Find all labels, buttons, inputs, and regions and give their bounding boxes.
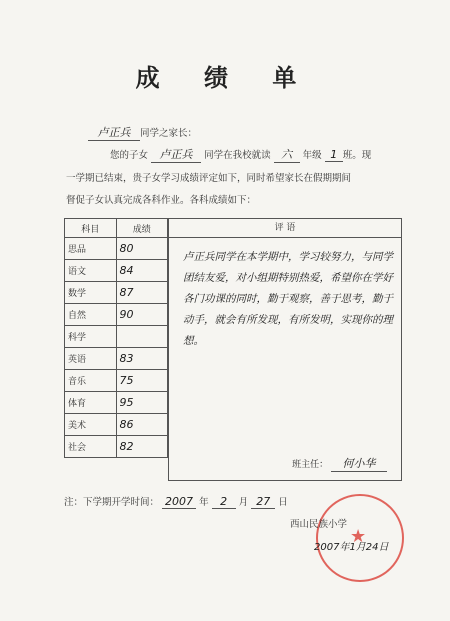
teacher-signature	[292, 455, 387, 472]
score-cell: 80	[116, 238, 168, 260]
page-title: 成 绩 单	[135, 63, 315, 92]
class-label: 班。现	[342, 150, 372, 161]
score-cell: 90	[116, 304, 168, 326]
table-row	[65, 414, 168, 436]
teacher-label: 班主任：	[292, 460, 329, 470]
score-cell: 86	[116, 414, 168, 436]
class-value: 1	[325, 148, 343, 162]
table-row	[65, 370, 168, 392]
school-name: 西山民族小学	[290, 519, 348, 530]
table-row	[65, 260, 168, 282]
body-mid: 同学在我校就读	[204, 150, 271, 161]
subject-cell: 自然	[65, 304, 117, 326]
subject-cell: 语文	[65, 260, 117, 282]
note-month-label: 月	[238, 497, 249, 508]
note-day: 27	[251, 495, 275, 509]
table-row	[65, 238, 168, 260]
greeting-suffix: 同学之家长：	[140, 128, 198, 139]
table-row	[65, 392, 168, 414]
greeting-line	[88, 124, 197, 141]
subject-cell: 思品	[65, 238, 117, 260]
body-prefix: 您的子女	[110, 150, 149, 161]
header-score: 成绩	[116, 219, 168, 238]
note-label: 注：下学期开学时间：	[64, 497, 160, 508]
table-row	[65, 282, 168, 304]
score-cell: 83	[116, 348, 168, 370]
score-cell: 87	[116, 282, 168, 304]
table-row	[65, 348, 168, 370]
score-cell: 75	[116, 370, 168, 392]
score-cell	[116, 326, 168, 348]
score-cell: 84	[116, 260, 168, 282]
subject-cell: 社会	[65, 436, 117, 458]
grade-value: 六	[274, 146, 300, 163]
header-subject: 科目	[65, 219, 117, 238]
comments-text: 卢正兵同学在本学期中，学习较努力，与同学团结友爱，对小组期特别热爱，希望你在学好各门功课的同时，勤于观察，善于思考，勤于动手，就会有所发现，有所发明，实现你的理想。	[183, 251, 393, 347]
body-line-1	[110, 146, 371, 163]
subject-cell: 英语	[65, 348, 117, 370]
table-row	[65, 436, 168, 458]
table-row	[65, 304, 168, 326]
score-cell: 82	[116, 436, 168, 458]
note-year-label: 年	[199, 497, 209, 508]
sign-date: 2007年1月24日	[314, 542, 389, 553]
note-month: 2	[212, 495, 236, 509]
note-year: 2007	[162, 495, 196, 509]
greeting-student-name: 卢正兵	[88, 124, 140, 141]
subject-cell: 科学	[65, 326, 117, 348]
teacher-name: 何小华	[331, 455, 387, 472]
grades-table	[64, 218, 168, 458]
score-cell: 95	[116, 392, 168, 414]
body-line-3: 督促子女认真完成各科作业。各科成绩如下：	[66, 195, 257, 206]
subject-cell: 音乐	[65, 370, 117, 392]
comments-box	[168, 218, 402, 481]
table-row	[65, 326, 168, 348]
grade-label: 年级	[302, 150, 322, 161]
star-icon: ★	[350, 526, 367, 547]
subject-cell: 体育	[65, 392, 117, 414]
body-line-2: 一学期已结束，贵子女学习成绩评定如下，同时希望家长在假期期间	[66, 173, 352, 184]
subject-cell: 数学	[65, 282, 117, 304]
comments-header: 评 语	[169, 219, 401, 238]
next-term-note	[64, 494, 288, 509]
note-day-label: 日	[278, 497, 288, 508]
subject-cell: 美术	[65, 414, 117, 436]
body-student-name: 卢正兵	[151, 146, 201, 163]
